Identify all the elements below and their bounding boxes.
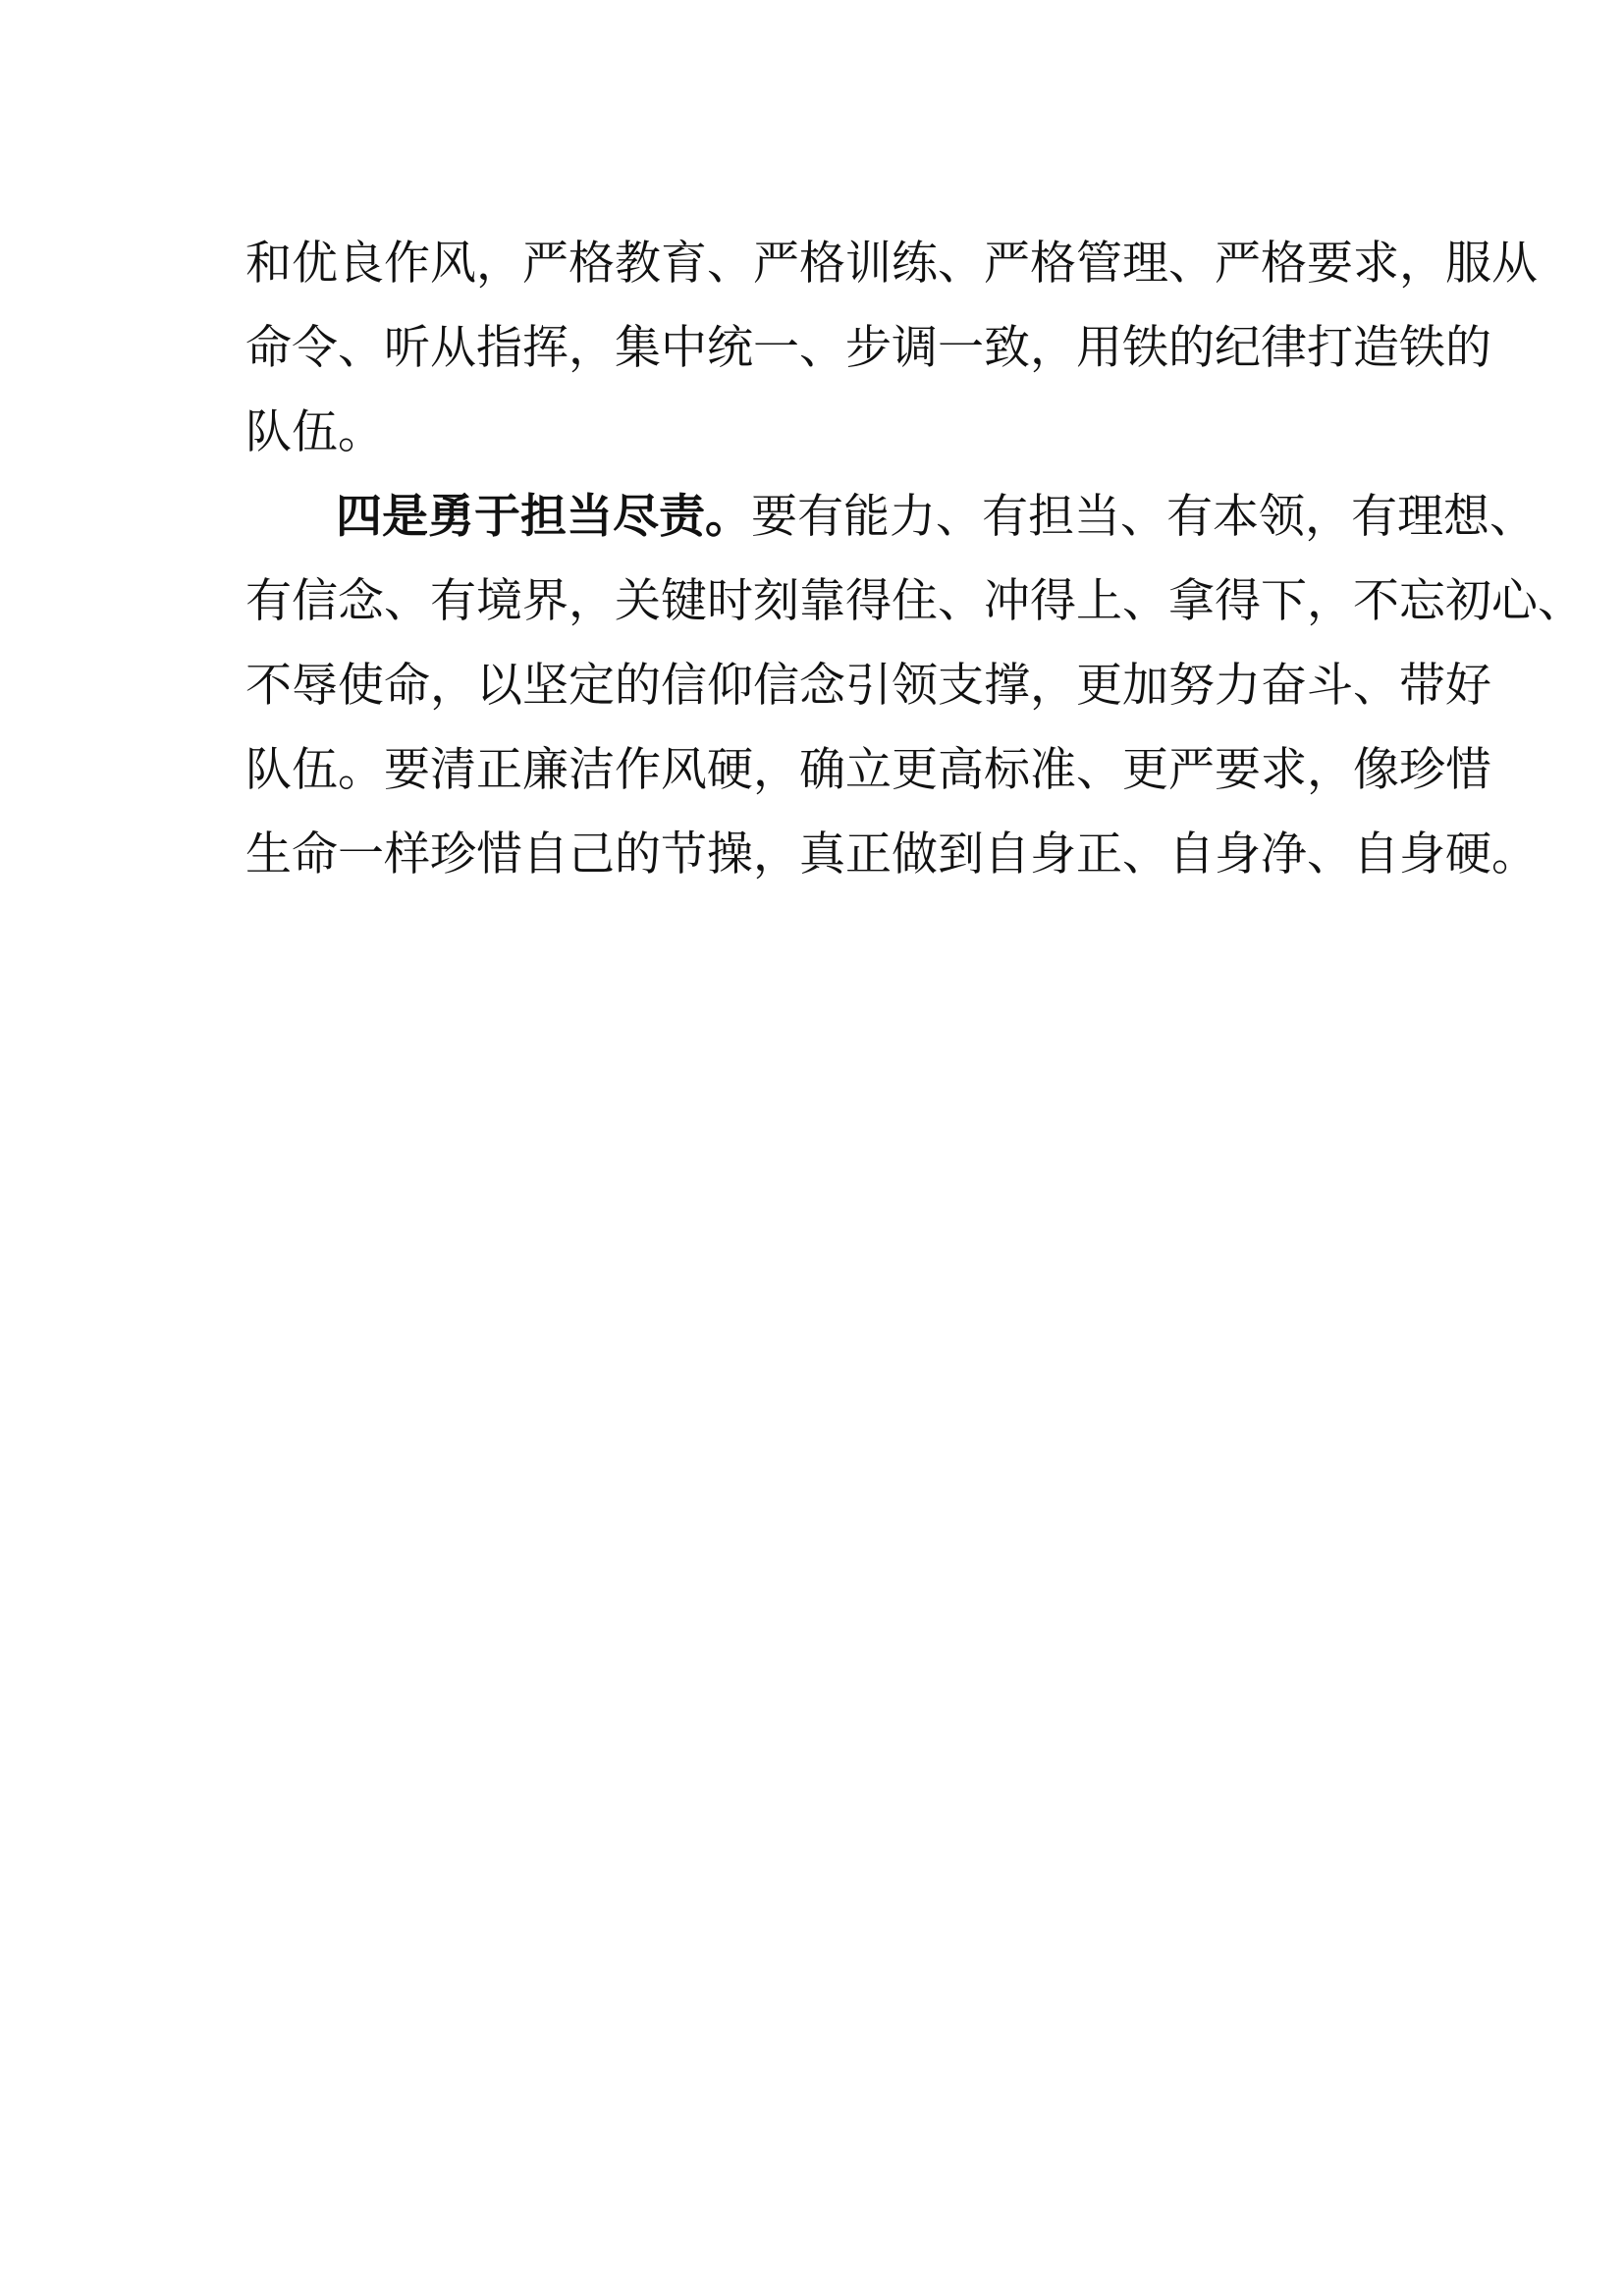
paragraph-heading: 四是勇于担当尽责。 [336,490,751,544]
paragraph-responsibility [245,475,1584,897]
text-line: 生命一样珍惜自己的节操，真正做到自身正、自身净、自身硬。 [245,828,1538,881]
text-line: 不辱使命，以坚定的信仰信念引领支撑，更加努力奋斗、带好 [245,659,1491,713]
text-line: 和优良作风，严格教育、严格训练、严格管理、严格要求，服从 [245,237,1538,291]
paragraph-discipline [245,222,1538,475]
text-line: 命令、听从指挥，集中统一、步调一致，用铁的纪律打造铁的 [245,321,1491,375]
document-body [245,222,1584,897]
text-line: 有信念、有境界，关键时刻靠得住、冲得上、拿得下，不忘初心、 [245,574,1584,628]
text-line: 队伍。要清正廉洁作风硬，确立更高标准、更严要求，像珍惜 [245,743,1491,797]
text-line: 队伍。 [245,405,384,459]
text-run: 要有能力、有担当、有本领，有理想、 [751,490,1536,544]
text-line [245,475,1536,560]
